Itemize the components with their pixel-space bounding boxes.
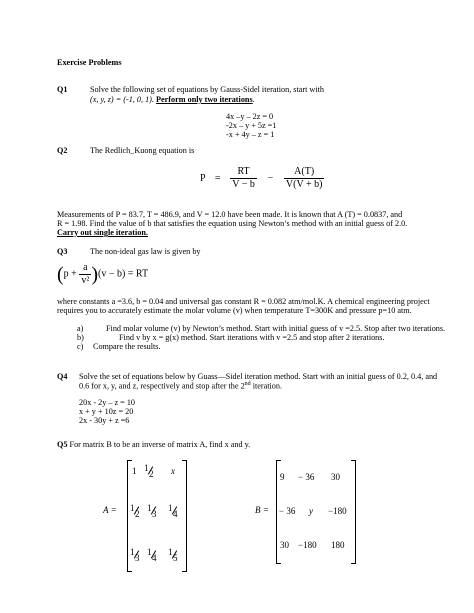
eq-p: P bbox=[200, 172, 206, 184]
q2-text-1: Measurements of P = 83.7, T = 486.9, and V = 12.0 have been made. It is known that A (T) = 0.0837, and bbox=[57, 210, 403, 219]
fraction-at bbox=[284, 166, 325, 191]
q4-label: Q4 bbox=[57, 372, 68, 381]
q4-text-2 bbox=[79, 381, 282, 392]
matrix-a bbox=[127, 460, 187, 572]
q4-equation-3: 2x - 30y + z =6 bbox=[79, 416, 130, 425]
q3-text-2: requires you to accurately estimate the molar volume (v) when temperature T=300K and pressure p=10 atm. bbox=[57, 306, 412, 315]
frac-den: V(V + b) bbox=[285, 179, 323, 190]
frac-den: V − b bbox=[232, 179, 255, 190]
q1-line1: Solve the following set of equations by Gauss-Sidel iteration, start with bbox=[90, 85, 324, 94]
matrix-a-cell: 1 3 bbox=[130, 547, 140, 563]
matrix-b-cell: −180 bbox=[328, 506, 347, 516]
matrix-a-cell: x bbox=[171, 466, 175, 476]
frac-num: a bbox=[79, 262, 91, 275]
frac-num: A(T) bbox=[284, 166, 325, 179]
eq-p-plus: p + bbox=[63, 268, 77, 280]
bracket-right bbox=[351, 460, 356, 564]
q3-intro: The non-ideal gas law is given by bbox=[90, 247, 201, 256]
matrix-b-cell: 30 bbox=[280, 540, 289, 550]
eq-rhs: (v − b) = RT bbox=[97, 268, 149, 280]
matrix-a-cell: 1 4 bbox=[168, 503, 178, 519]
q1-equation-3: -x + 4y – z = 1 bbox=[226, 130, 275, 139]
q2-intro: The Redlich_Kuong equation is bbox=[90, 146, 195, 155]
matrix-a-cell: 1 bbox=[132, 466, 137, 476]
q3-item-b: Find v by x = g(x) method. Start iterations with v =2.5 and stop after 2 iterations. bbox=[119, 333, 385, 342]
q2-text-3: Carry out single iteration. bbox=[57, 228, 148, 237]
q4-equation-1: 20x - 2y – z = 10 bbox=[79, 398, 136, 407]
matrix-a-cell: 1 4 bbox=[147, 547, 157, 563]
q3-text-1: where constants a =3.6, b = 0.04 and universal gas constant R = 0.082 atm/mol.K. A chemical engineering project bbox=[57, 297, 430, 306]
bracket-right bbox=[182, 460, 187, 572]
matrix-b-cell: 180 bbox=[331, 540, 345, 550]
q4-sup: nd bbox=[244, 381, 251, 387]
matrix-b-cell: −180 bbox=[298, 540, 317, 550]
frac-den: v² bbox=[81, 275, 90, 286]
frac-num: RT bbox=[230, 166, 257, 179]
eq-equals: = bbox=[214, 172, 221, 184]
q3-label: Q3 bbox=[57, 247, 68, 256]
matrix-b-cell: 30 bbox=[331, 472, 340, 482]
q1-line2 bbox=[90, 95, 255, 105]
q3-item-a: Find molar volume (v) by Newton’s method. Start with initial guess of v =2.5. Stop after two iterations. bbox=[106, 324, 446, 333]
q3-item-c-marker: c) bbox=[77, 342, 84, 351]
q5-label: Q5 bbox=[57, 440, 68, 449]
matrix-b-label: B = bbox=[255, 505, 269, 515]
matrix-a-cell: 1 2 bbox=[144, 463, 154, 479]
q3-item-c: Compare the results. bbox=[93, 342, 161, 351]
q2-label: Q2 bbox=[57, 146, 68, 155]
q1-equation-1: 4x –y – 2z = 0 bbox=[226, 112, 274, 121]
matrix-a-cell: 1 3 bbox=[147, 503, 157, 519]
q1-instruction: Perform only two iterations bbox=[156, 95, 253, 104]
q2-text-2: R = 1.98. Find the value of b that satisfies the equation using Newton’s method with an initial guess of 2.0. bbox=[57, 219, 408, 228]
q4-equation-2: x + y + 10z = 20 bbox=[79, 407, 134, 416]
matrix-b-cell: − 36 bbox=[298, 472, 315, 482]
q3-item-a-marker: a) bbox=[77, 324, 84, 333]
matrix-a-cell: 1 2 bbox=[130, 503, 140, 519]
q1-start-values: (x, y, z) = (-1, 0, 1). bbox=[90, 95, 154, 104]
q5-text: For matrix B to be an inverse of matrix A, find x and y. bbox=[69, 440, 251, 449]
q1-period: . bbox=[252, 95, 255, 104]
page-title: Exercise Problems bbox=[57, 58, 122, 67]
q4-text-1: Solve the set of equations below by Guass—Sidel iteration method. Start with an initial guess of 0.2, 0.4, and bbox=[79, 372, 438, 381]
q3-equation: (p + $\frac{a}{\text{v²}}$ )(v − b) = RT bbox=[57, 262, 149, 286]
matrix-a-label: A = bbox=[103, 505, 117, 515]
fraction-rt bbox=[230, 166, 257, 191]
q1-equation-2: -2x – y + 5z =1 bbox=[226, 121, 277, 130]
matrix-b-cell: − 36 bbox=[279, 506, 296, 516]
matrix-b-cell: y bbox=[309, 506, 313, 516]
fraction-a-v2 bbox=[79, 262, 91, 287]
q3-item-b-marker: b) bbox=[77, 333, 84, 342]
q2-equation bbox=[200, 166, 324, 191]
eq-minus: − bbox=[267, 172, 274, 184]
matrix-a-cell: 1 5 bbox=[168, 547, 178, 563]
matrix-b-cell: 9 bbox=[280, 472, 285, 482]
matrix-b bbox=[276, 460, 356, 564]
q5-line bbox=[57, 440, 250, 450]
q4-text-2b: iteration. bbox=[250, 381, 283, 391]
q4-text-2a: 0.6 for x, y, and z, respectively and stop after the 2 bbox=[79, 381, 245, 391]
q1-label: Q1 bbox=[57, 85, 68, 94]
